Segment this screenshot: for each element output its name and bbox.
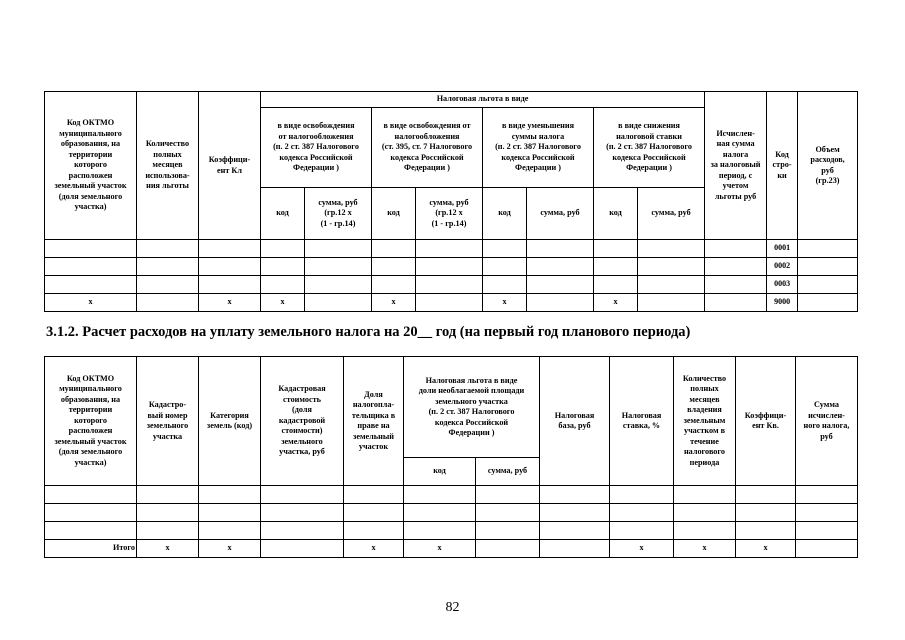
header-sum-rub: сумма, руб — [527, 188, 594, 240]
table-cell — [261, 504, 344, 522]
table-cell — [199, 504, 261, 522]
table-cell: х — [199, 294, 261, 312]
table-cell — [638, 240, 705, 258]
table-row — [45, 486, 858, 504]
table-cell — [416, 240, 483, 258]
table-cell: х — [736, 540, 796, 558]
header-sum-formula: сумма, руб (гр.12 х (1 - гр.14) — [305, 188, 372, 240]
table-cell — [610, 504, 674, 522]
table-cell — [476, 522, 540, 540]
header-kod: код — [261, 188, 305, 240]
line-code: 0002 — [767, 258, 798, 276]
header-sum: Сумма исчислен- ного налога, руб — [796, 357, 858, 486]
table-cell: х — [199, 540, 261, 558]
section-heading: 3.1.2. Расчет расходов на уплату земельного налога на 20__ год (на первый год планового периода) — [46, 324, 691, 340]
table-cell — [798, 258, 858, 276]
header-base: Налоговая база, руб — [540, 357, 610, 486]
total-label: Итого — [45, 540, 137, 558]
table-cell — [540, 504, 610, 522]
table-cell — [798, 276, 858, 294]
table-cell — [796, 522, 858, 540]
table-cell — [736, 486, 796, 504]
table-cell — [540, 522, 610, 540]
header-benefit-group: Налоговая льгота в виде — [261, 92, 705, 108]
table-cell: х — [594, 294, 638, 312]
land-tax-table — [44, 356, 858, 558]
table-cell — [638, 258, 705, 276]
header-reduce-rate: в виде снижения налоговой ставки (п. 2 ст. 387 Налогового кодекса Российской Федерации ) — [594, 108, 705, 188]
table-cell — [305, 276, 372, 294]
table-cell — [199, 486, 261, 504]
table-cell — [45, 486, 137, 504]
header-kod: код — [483, 188, 527, 240]
header-kod: код — [372, 188, 416, 240]
table-cell — [137, 294, 199, 312]
table-cell — [527, 240, 594, 258]
table-cell — [705, 276, 767, 294]
table-cell — [305, 258, 372, 276]
header-calculated: Исчислен- ная сумма налога за налоговый период, с учетом льготы руб — [705, 92, 767, 240]
table-cell — [416, 294, 483, 312]
table-cell — [736, 504, 796, 522]
header-rate: Налоговая ставка, % — [610, 357, 674, 486]
table-cell — [610, 486, 674, 504]
header-exempt-1: в виде освобождения от налогообложения (п. 2 ст. 387 Налогового кодекса Российской Федерации ) — [261, 108, 372, 188]
table-cell: х — [610, 540, 674, 558]
header-exempt-2: в виде освобождения от налогообложения (ст. 395, ст. 7 Налогового кодекса Российской Федерации ) — [372, 108, 483, 188]
table-cell — [261, 258, 305, 276]
table-cell — [137, 258, 199, 276]
table-cell — [45, 504, 137, 522]
table-cell — [594, 258, 638, 276]
header-months: Количество полных месяцев использова- ния льготы — [137, 92, 199, 240]
table-cell: х — [674, 540, 736, 558]
table-cell — [736, 522, 796, 540]
table-cell — [416, 276, 483, 294]
table-cell — [261, 276, 305, 294]
table-cell — [404, 522, 476, 540]
table-cell — [674, 504, 736, 522]
table-cell — [305, 240, 372, 258]
table-row — [45, 240, 858, 258]
table-cell — [404, 486, 476, 504]
header-sum-formula: сумма, руб (гр.12 х (1 - гр.14) — [416, 188, 483, 240]
table-cell: х — [45, 294, 137, 312]
header-sum-rub: сумма, руб — [638, 188, 705, 240]
table-cell — [527, 276, 594, 294]
page-number: 82 — [445, 600, 460, 615]
table-cell — [199, 522, 261, 540]
table-cell — [476, 504, 540, 522]
table-cell: х — [404, 540, 476, 558]
table-cell: х — [137, 540, 199, 558]
table-cell — [199, 240, 261, 258]
total-row — [45, 540, 858, 558]
line-code: 9000 — [767, 294, 798, 312]
header-kod: код — [404, 458, 476, 486]
table-row — [45, 294, 858, 312]
table-row — [45, 522, 858, 540]
table-cell — [674, 522, 736, 540]
table-cell — [610, 522, 674, 540]
table-cell — [483, 258, 527, 276]
header-coef: Коэффици- ент Кв. — [736, 357, 796, 486]
table-cell — [305, 294, 372, 312]
table-cell — [199, 258, 261, 276]
header-cadastral-number: Кадастро- вый номер земельного участка — [137, 357, 199, 486]
table-cell — [199, 276, 261, 294]
table-cell — [45, 240, 137, 258]
header-category: Категория земель (код) — [199, 357, 261, 486]
header-cadastral-value: Кадастровая стоимость (доля кадастровой стоимости) земельного участка, руб — [261, 357, 344, 486]
table-cell — [638, 294, 705, 312]
table-cell — [45, 276, 137, 294]
table-cell — [540, 540, 610, 558]
table-cell: х — [483, 294, 527, 312]
table-cell — [674, 486, 736, 504]
table-cell — [798, 294, 858, 312]
header-kod: код — [594, 188, 638, 240]
table-cell — [594, 276, 638, 294]
table-cell — [344, 486, 404, 504]
table-row — [45, 504, 858, 522]
table-cell — [638, 276, 705, 294]
table-cell — [416, 258, 483, 276]
table-cell — [261, 486, 344, 504]
table-cell — [705, 240, 767, 258]
header-share: Доля налогопла- тельщика в праве на земельный участок — [344, 357, 404, 486]
header-reduce-sum: в виде уменьшения суммы налога (п. 2 ст. 387 Налогового кодекса Российской Федерации ) — [483, 108, 594, 188]
table-cell — [796, 486, 858, 504]
table-row — [45, 258, 858, 276]
header-benefit: Налоговая льгота в виде доли необлагаемой площади земельного участка (п. 2 ст. 387 Налогового кодекса Российской Федерации ) — [404, 357, 540, 458]
table-cell: х — [344, 540, 404, 558]
table-cell — [261, 240, 305, 258]
table-cell — [796, 540, 858, 558]
header-months: Количество полных месяцев владения земельным участком в течение налогового периода — [674, 357, 736, 486]
table-cell — [261, 540, 344, 558]
table-cell — [796, 504, 858, 522]
table-cell — [137, 240, 199, 258]
table-cell — [594, 240, 638, 258]
line-code: 0003 — [767, 276, 798, 294]
header-coef: Коэффици- ент Кл — [199, 92, 261, 240]
header-volume: Объем расходов, руб (гр.23) — [798, 92, 858, 240]
line-code: 0001 — [767, 240, 798, 258]
table-cell — [476, 486, 540, 504]
table-cell — [137, 522, 199, 540]
benefits-table — [44, 91, 858, 312]
table-cell — [137, 276, 199, 294]
table-cell — [798, 240, 858, 258]
table-cell — [372, 240, 416, 258]
table-cell: х — [372, 294, 416, 312]
table-cell — [45, 522, 137, 540]
table-cell — [261, 522, 344, 540]
table-cell — [372, 258, 416, 276]
table-cell — [527, 294, 594, 312]
table-cell — [45, 258, 137, 276]
table-cell — [137, 504, 199, 522]
table-cell — [527, 258, 594, 276]
table-cell — [476, 540, 540, 558]
table-cell — [705, 294, 767, 312]
header-oktmo: Код ОКТМО муниципального образования, на территории которого расположен земельный участок (доля земельного участка) — [45, 92, 137, 240]
table-cell: х — [261, 294, 305, 312]
header-sum-rub: сумма, руб — [476, 458, 540, 486]
table-cell — [372, 276, 416, 294]
header-code: Код стро- ки — [767, 92, 798, 240]
table-cell — [344, 522, 404, 540]
table-cell — [540, 486, 610, 504]
table-cell — [483, 276, 527, 294]
table-row — [45, 276, 858, 294]
table-cell — [705, 258, 767, 276]
table-cell — [483, 240, 527, 258]
table-cell — [344, 504, 404, 522]
table-cell — [137, 486, 199, 504]
header-oktmo: Код ОКТМО муниципального образования, на территории которого расположен земельный участок (доля земельного участка) — [45, 357, 137, 486]
table-cell — [404, 504, 476, 522]
